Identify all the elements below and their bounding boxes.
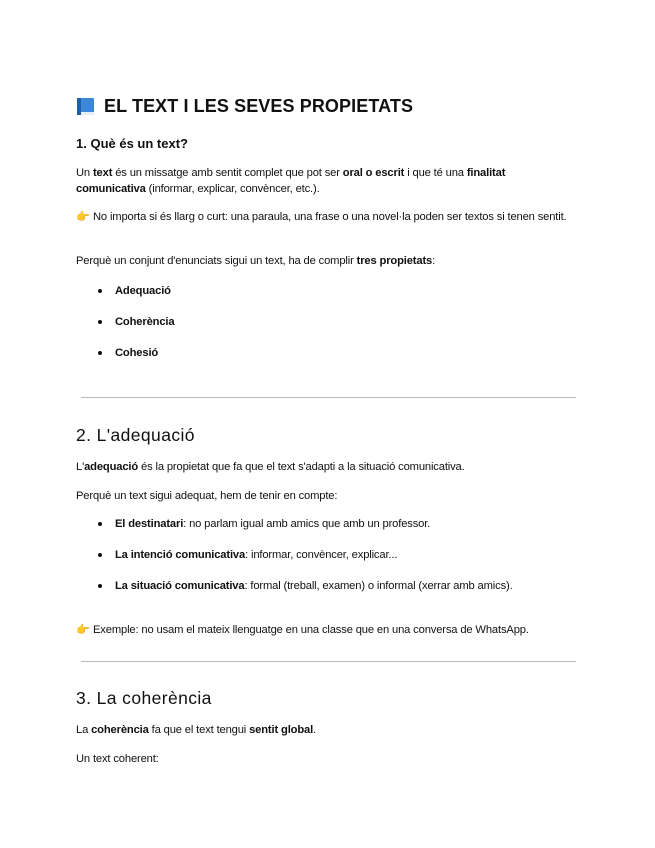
section-2-paragraph-2: Perquè un text sigui adequat, hem de tenir en compte: [76,490,338,502]
list-item: Coherència [76,314,576,330]
section-3-paragraph-2: Un text coherent: [76,753,159,765]
list-item: La intenció comunicativa: informar, convèncer, explicar... [76,547,576,563]
section-1-heading: 1. Què és un text? [76,136,188,151]
divider [81,661,576,662]
section-1-tip-text: No importa si és llarg o curt: una paraula, una frase o una novel·la poden ser textos si tenen sentit. [93,211,567,223]
section-3-paragraph-1: La coherència fa que el text tengui sentit global. [76,724,317,736]
section-1-paragraph-2: Perquè un conjunt d'enunciats sigui un text, ha de complir tres propietats: [76,255,436,267]
section-2-example [76,622,576,638]
section-2-heading: 2. L'adequació [76,425,195,445]
divider [81,397,576,398]
list-item: La situació comunicativa: formal (treball, examen) o informal (xerrar amb amics). [76,578,576,594]
section-2-paragraph-1: L'adequació és la propietat que fa que el text s'adapti a la situació comunicativa. [76,461,465,473]
list-item: Cohesió [76,345,576,361]
blue-book-icon [76,97,95,116]
section-1-tip [76,209,578,225]
section-1-paragraph-1: Un text és un missatge amb sentit complet que pot ser oral o escrit i que té una finalitat comunicativa (informar, explicar, convèncer, etc.). [76,167,506,195]
list-item: Adequació [76,283,576,299]
pointing-hand-icon: 👉 [76,211,90,223]
adequacy-factors-list [76,516,576,594]
section-2-example-text: Exemple: no usam el mateix llenguatge en una classe que en una conversa de WhatsApp. [93,624,529,636]
list-item: El destinatari: no parlam igual amb amics que amb un professor. [76,516,576,532]
properties-list [76,283,576,361]
document-title [76,96,413,117]
pointing-hand-icon: 👉 [76,624,90,636]
document-title-text: EL TEXT I LES SEVES PROPIETATS [104,96,414,116]
section-3-heading: 3. La coherència [76,688,212,708]
